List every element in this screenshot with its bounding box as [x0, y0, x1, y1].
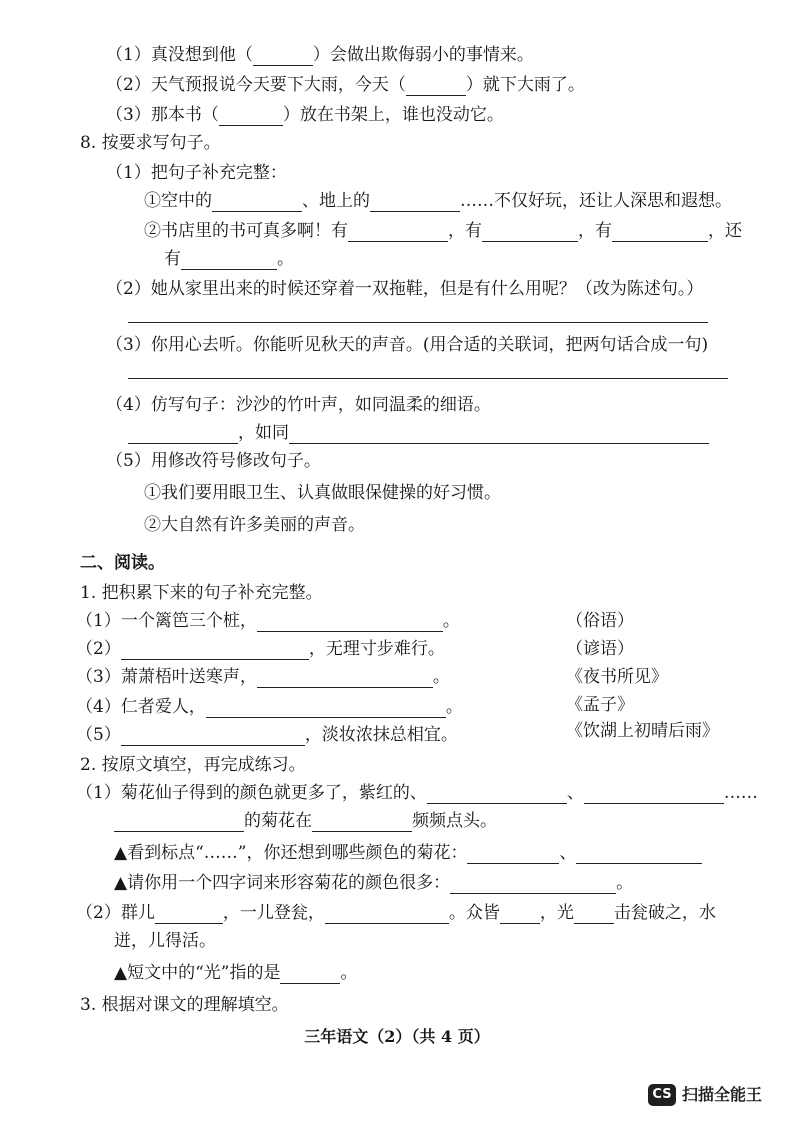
q7-l2-text-b: ）就下大雨了。	[465, 75, 585, 95]
passage-1-line-2	[114, 810, 497, 832]
r1-blank[interactable]	[257, 613, 443, 632]
q8-part1-c	[164, 248, 294, 270]
q8-p1b-blank-3[interactable]	[612, 223, 708, 242]
reading-q1: 1. 把积累下来的句子补充完整。	[80, 583, 323, 603]
q8-p4-blank-1[interactable]	[128, 425, 238, 444]
q8-part1-a	[144, 190, 732, 212]
q8-part4: （4）仿写句子：沙沙的竹叶声，如同温柔的细语。	[106, 395, 491, 415]
r2-blank[interactable]	[121, 641, 309, 660]
s1q1-blank-1[interactable]	[467, 845, 559, 864]
s1q2-blank[interactable]	[450, 875, 616, 894]
s1-blank-2[interactable]	[584, 785, 724, 804]
reading-r2	[76, 638, 445, 660]
page-footer: 三年语文（2）（共 4 页）	[304, 1027, 490, 1046]
s1-text-c: ……	[723, 783, 758, 803]
reading-q2: 2. 按原文填空，再完成练习。	[80, 755, 306, 775]
r2-text-a: （2）	[76, 639, 121, 659]
reading-title: 二、阅读。	[80, 553, 165, 573]
q8-part2-answer-line[interactable]	[128, 322, 708, 323]
s1-blank-3[interactable]	[114, 813, 244, 832]
r4-text-b: 。	[445, 697, 463, 717]
s1q1-text-b: 、	[559, 843, 577, 863]
s2q1-text-a: ▲短文中的“光”指的是	[114, 963, 281, 983]
q8-p1c-blank[interactable]	[181, 251, 277, 270]
s1-text-e: 频频点头。	[412, 811, 497, 831]
q8-p1a-text-3: ……不仅好玩，还让人深思和遐想。	[460, 191, 732, 211]
q8-p1c-text-2: 。	[277, 249, 294, 269]
r2-source: （谚语）	[566, 639, 634, 659]
r4-blank[interactable]	[206, 699, 446, 718]
s2-text-e: 击瓮破之，水	[613, 903, 716, 923]
r2-text-b: ，无理寸步难行。	[308, 639, 445, 659]
q8-p1a-text-2: 、地上的	[302, 191, 370, 211]
q8-part3: （3）你用心去听。你能听见秋天的声音。(用合适的关联词，把两句话合成一句)	[106, 335, 709, 355]
s2-blank-1[interactable]	[155, 905, 223, 924]
q7-l3-blank[interactable]	[219, 107, 283, 126]
q8-p1b-blank-2[interactable]	[482, 223, 578, 242]
s2-blank-2[interactable]	[325, 905, 449, 924]
s1-text-b: 、	[566, 783, 584, 803]
q7-l1-text-a: （1）真没想到他（	[106, 45, 253, 65]
passage-2-line-1	[76, 902, 716, 924]
reading-r5	[76, 724, 458, 746]
q8-p1b-text-1: ②书店里的书可真多啊！有	[144, 221, 348, 241]
s2-text-d: ，光	[539, 903, 574, 923]
s1-blank-1[interactable]	[427, 785, 567, 804]
q7-line-1	[106, 44, 534, 66]
q7-l1-blank[interactable]	[253, 47, 313, 66]
s2-text-a: （2）群儿	[76, 903, 155, 923]
q8-title: 8. 按要求写句子。	[80, 133, 221, 153]
reading-r4	[76, 696, 463, 718]
s1q1-text-a: ▲看到标点“……”，你还想到哪些颜色的菊花：	[114, 843, 468, 863]
r1-source: （俗语）	[566, 611, 634, 631]
q8-part3-answer-line[interactable]	[128, 378, 728, 379]
s2-blank-3[interactable]	[500, 905, 540, 924]
reading-q3: 3. 根据对课文的理解填空。	[80, 995, 289, 1015]
camscanner-logo-icon	[648, 1084, 676, 1106]
q8-p1a-text-1: ①空中的	[144, 191, 212, 211]
q8-part2: （2）她从家里出来的时候还穿着一双拖鞋，但是有什么用呢？（改为陈述句。）	[106, 279, 704, 299]
r5-text-b: ，淡妆浓抹总相宜。	[304, 725, 458, 745]
r5-text-a: （5）	[76, 725, 121, 745]
r3-text-b: 。	[432, 667, 450, 687]
q8-p1a-blank-1[interactable]	[212, 193, 302, 212]
q7-line-3	[106, 104, 504, 126]
q8-p4-text: ，如同	[238, 423, 289, 443]
s2-text-c: 。众皆	[448, 903, 500, 923]
r1-text-b: 。	[442, 611, 460, 631]
passage-1-question-2	[114, 872, 633, 894]
q8-part4-answer	[128, 422, 709, 444]
r3-text-a: （3）萧萧梧叶送寒声，	[76, 667, 257, 687]
s2q1-text-b: 。	[340, 963, 358, 983]
r5-blank[interactable]	[121, 727, 305, 746]
q8-p1b-text-2: ，有	[448, 221, 482, 241]
s1-blank-4[interactable]	[312, 813, 412, 832]
reading-r1	[76, 610, 460, 632]
s2-blank-4[interactable]	[574, 905, 614, 924]
q8-p1b-blank-1[interactable]	[348, 223, 448, 242]
q7-l2-text-a: （2）天气预报说今天要下大雨，今天（	[106, 75, 406, 95]
q8-p1a-blank-2[interactable]	[370, 193, 460, 212]
passage-2-question-1	[114, 962, 357, 984]
q7-l2-blank[interactable]	[406, 77, 466, 96]
q8-p1c-text-1: 有	[164, 249, 181, 269]
r1-text-a: （1）一个篱笆三个桩，	[76, 611, 257, 631]
r3-source: 《夜书所见》	[566, 667, 668, 687]
passage-1-question-1	[114, 842, 702, 864]
passage-1-line-1	[76, 782, 758, 804]
q8-p1b-text-3: ，有	[578, 221, 612, 241]
camscanner-name: 扫描全能王	[682, 1085, 763, 1104]
q8-part1-b	[144, 220, 742, 242]
q7-line-2	[106, 74, 585, 96]
q8-part5: （5）用修改符号修改句子。	[106, 451, 321, 471]
r4-source: 《孟子》	[566, 695, 634, 715]
passage-2-line-2: 迸，儿得活。	[114, 931, 216, 951]
r5-source: 《饮湖上初晴后雨》	[566, 721, 719, 741]
reading-r3	[76, 666, 450, 688]
s1-text-a: （1）菊花仙子得到的颜色就更多了，紫红的、	[76, 783, 427, 803]
s1q2-text-a: ▲请你用一个四字词来形容菊花的颜色很多：	[114, 873, 451, 893]
q7-l1-text-b: ）会做出欺侮弱小的事情来。	[312, 45, 534, 65]
s1q2-text-b: 。	[616, 873, 634, 893]
q8-p1b-text-4: ，还	[708, 221, 742, 241]
s2-text-b: ，一儿登瓮，	[222, 903, 325, 923]
cs-badge-text: CS	[652, 1087, 672, 1102]
q7-l3-text-b: ）放在书架上，谁也没动它。	[282, 105, 504, 125]
r3-blank[interactable]	[257, 669, 433, 688]
s2q1-blank[interactable]	[280, 965, 340, 984]
r4-text-a: （4）仁者爱人，	[76, 697, 206, 717]
q8-part1: （1）把句子补充完整：	[106, 163, 287, 183]
s1q1-blank-2[interactable]	[576, 845, 702, 864]
q8-p4-blank-2[interactable]	[289, 425, 709, 444]
s1-text-d: 的菊花在	[244, 811, 312, 831]
q7-l3-text-a: （3）那本书（	[106, 105, 219, 125]
q8-part5-b: ②大自然有许多美丽的声音。	[144, 515, 365, 535]
q8-part5-a: ①我们要用眼卫生、认真做眼保健操的好习惯。	[144, 483, 501, 503]
